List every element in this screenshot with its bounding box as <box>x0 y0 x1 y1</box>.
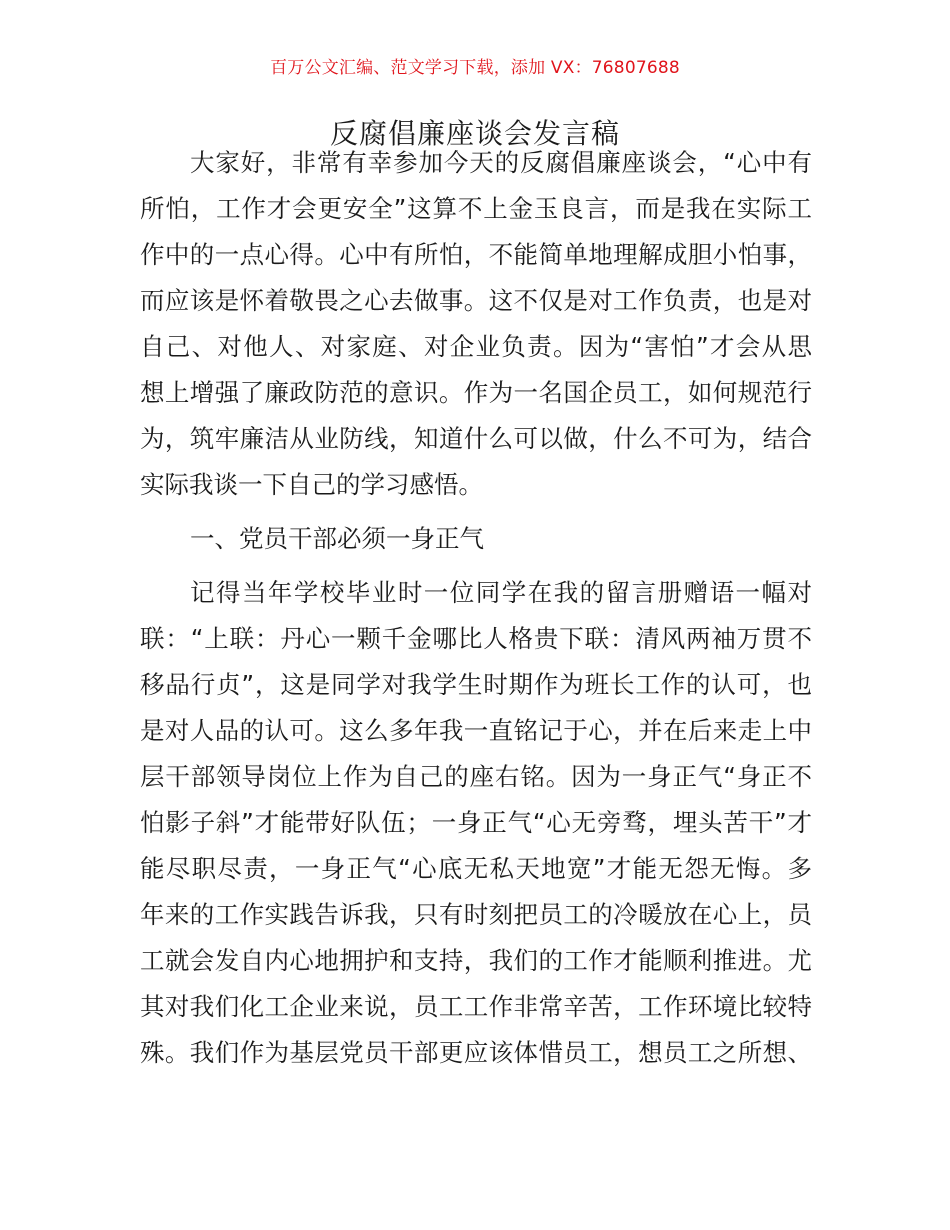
paragraph-line: 联：“上联：丹心一颗千金哪比人格贵下联：清风两袖万贯不 <box>140 624 812 653</box>
paragraph-line: 为，筑牢廉洁从业防线，知道什么可以做，什么不可为，结合 <box>140 424 812 453</box>
document-body <box>140 140 812 1076</box>
paragraph-line: 工就会发自内心地拥护和支持，我们的工作才能顺利推进。尤 <box>140 946 812 975</box>
section-heading-text: 一、党员干部必须一身正气 <box>190 524 484 553</box>
watermark-banner: 百万公文汇编、范文学习下载，添加 VX：76807688 <box>270 58 680 78</box>
section-heading <box>140 516 812 562</box>
paragraph-line: 移品行贞”，这是同学对我学生时期作为班长工作的认可，也 <box>140 670 812 699</box>
paragraph-section-one <box>140 570 812 1076</box>
paragraph-line: 大家好，非常有幸参加今天的反腐倡廉座谈会，“心中有 <box>190 148 812 177</box>
document-title: 反腐倡廉座谈会发言稿 <box>329 117 620 150</box>
paragraph-line: 是对人品的认可。这么多年我一直铭记于心，并在后来走上中 <box>140 716 812 745</box>
paragraph-line: 实际我谈一下自己的学习感悟。 <box>140 470 483 499</box>
paragraph-line: 想上增强了廉政防范的意识。作为一名国企员工，如何规范行 <box>140 378 812 407</box>
paragraph-line: 层干部领导岗位上作为自己的座右铭。因为一身正气“身正不 <box>140 762 812 791</box>
paragraph-line: 怕影子斜”才能带好队伍；一身正气“心无旁骛，埋头苦干”才 <box>140 808 812 837</box>
paragraph-intro <box>140 140 812 508</box>
paragraph-line: 年来的工作实践告诉我，只有时刻把员工的冷暖放在心上，员 <box>140 900 812 929</box>
paragraph-line: 自己、对他人、对家庭、对企业负责。因为“害怕”才会从思 <box>140 332 812 361</box>
paragraph-line: 记得当年学校毕业时一位同学在我的留言册赠语一幅对 <box>190 578 812 607</box>
paragraph-line: 而应该是怀着敬畏之心去做事。这不仅是对工作负责，也是对 <box>140 286 812 315</box>
paragraph-line: 所怕，工作才会更安全”这算不上金玉良言，而是我在实际工 <box>140 194 812 223</box>
paragraph-line: 其对我们化工企业来说，员工工作非常辛苦，工作环境比较特 <box>140 992 812 1021</box>
paragraph-line: 殊。我们作为基层党员干部更应该体惜员工，想员工之所想、 <box>140 1038 812 1067</box>
paragraph-line: 能尽职尽责，一身正气“心底无私天地宽”才能无怨无悔。多 <box>140 854 812 883</box>
paragraph-line: 作中的一点心得。心中有所怕，不能简单地理解成胆小怕事， <box>140 240 812 269</box>
